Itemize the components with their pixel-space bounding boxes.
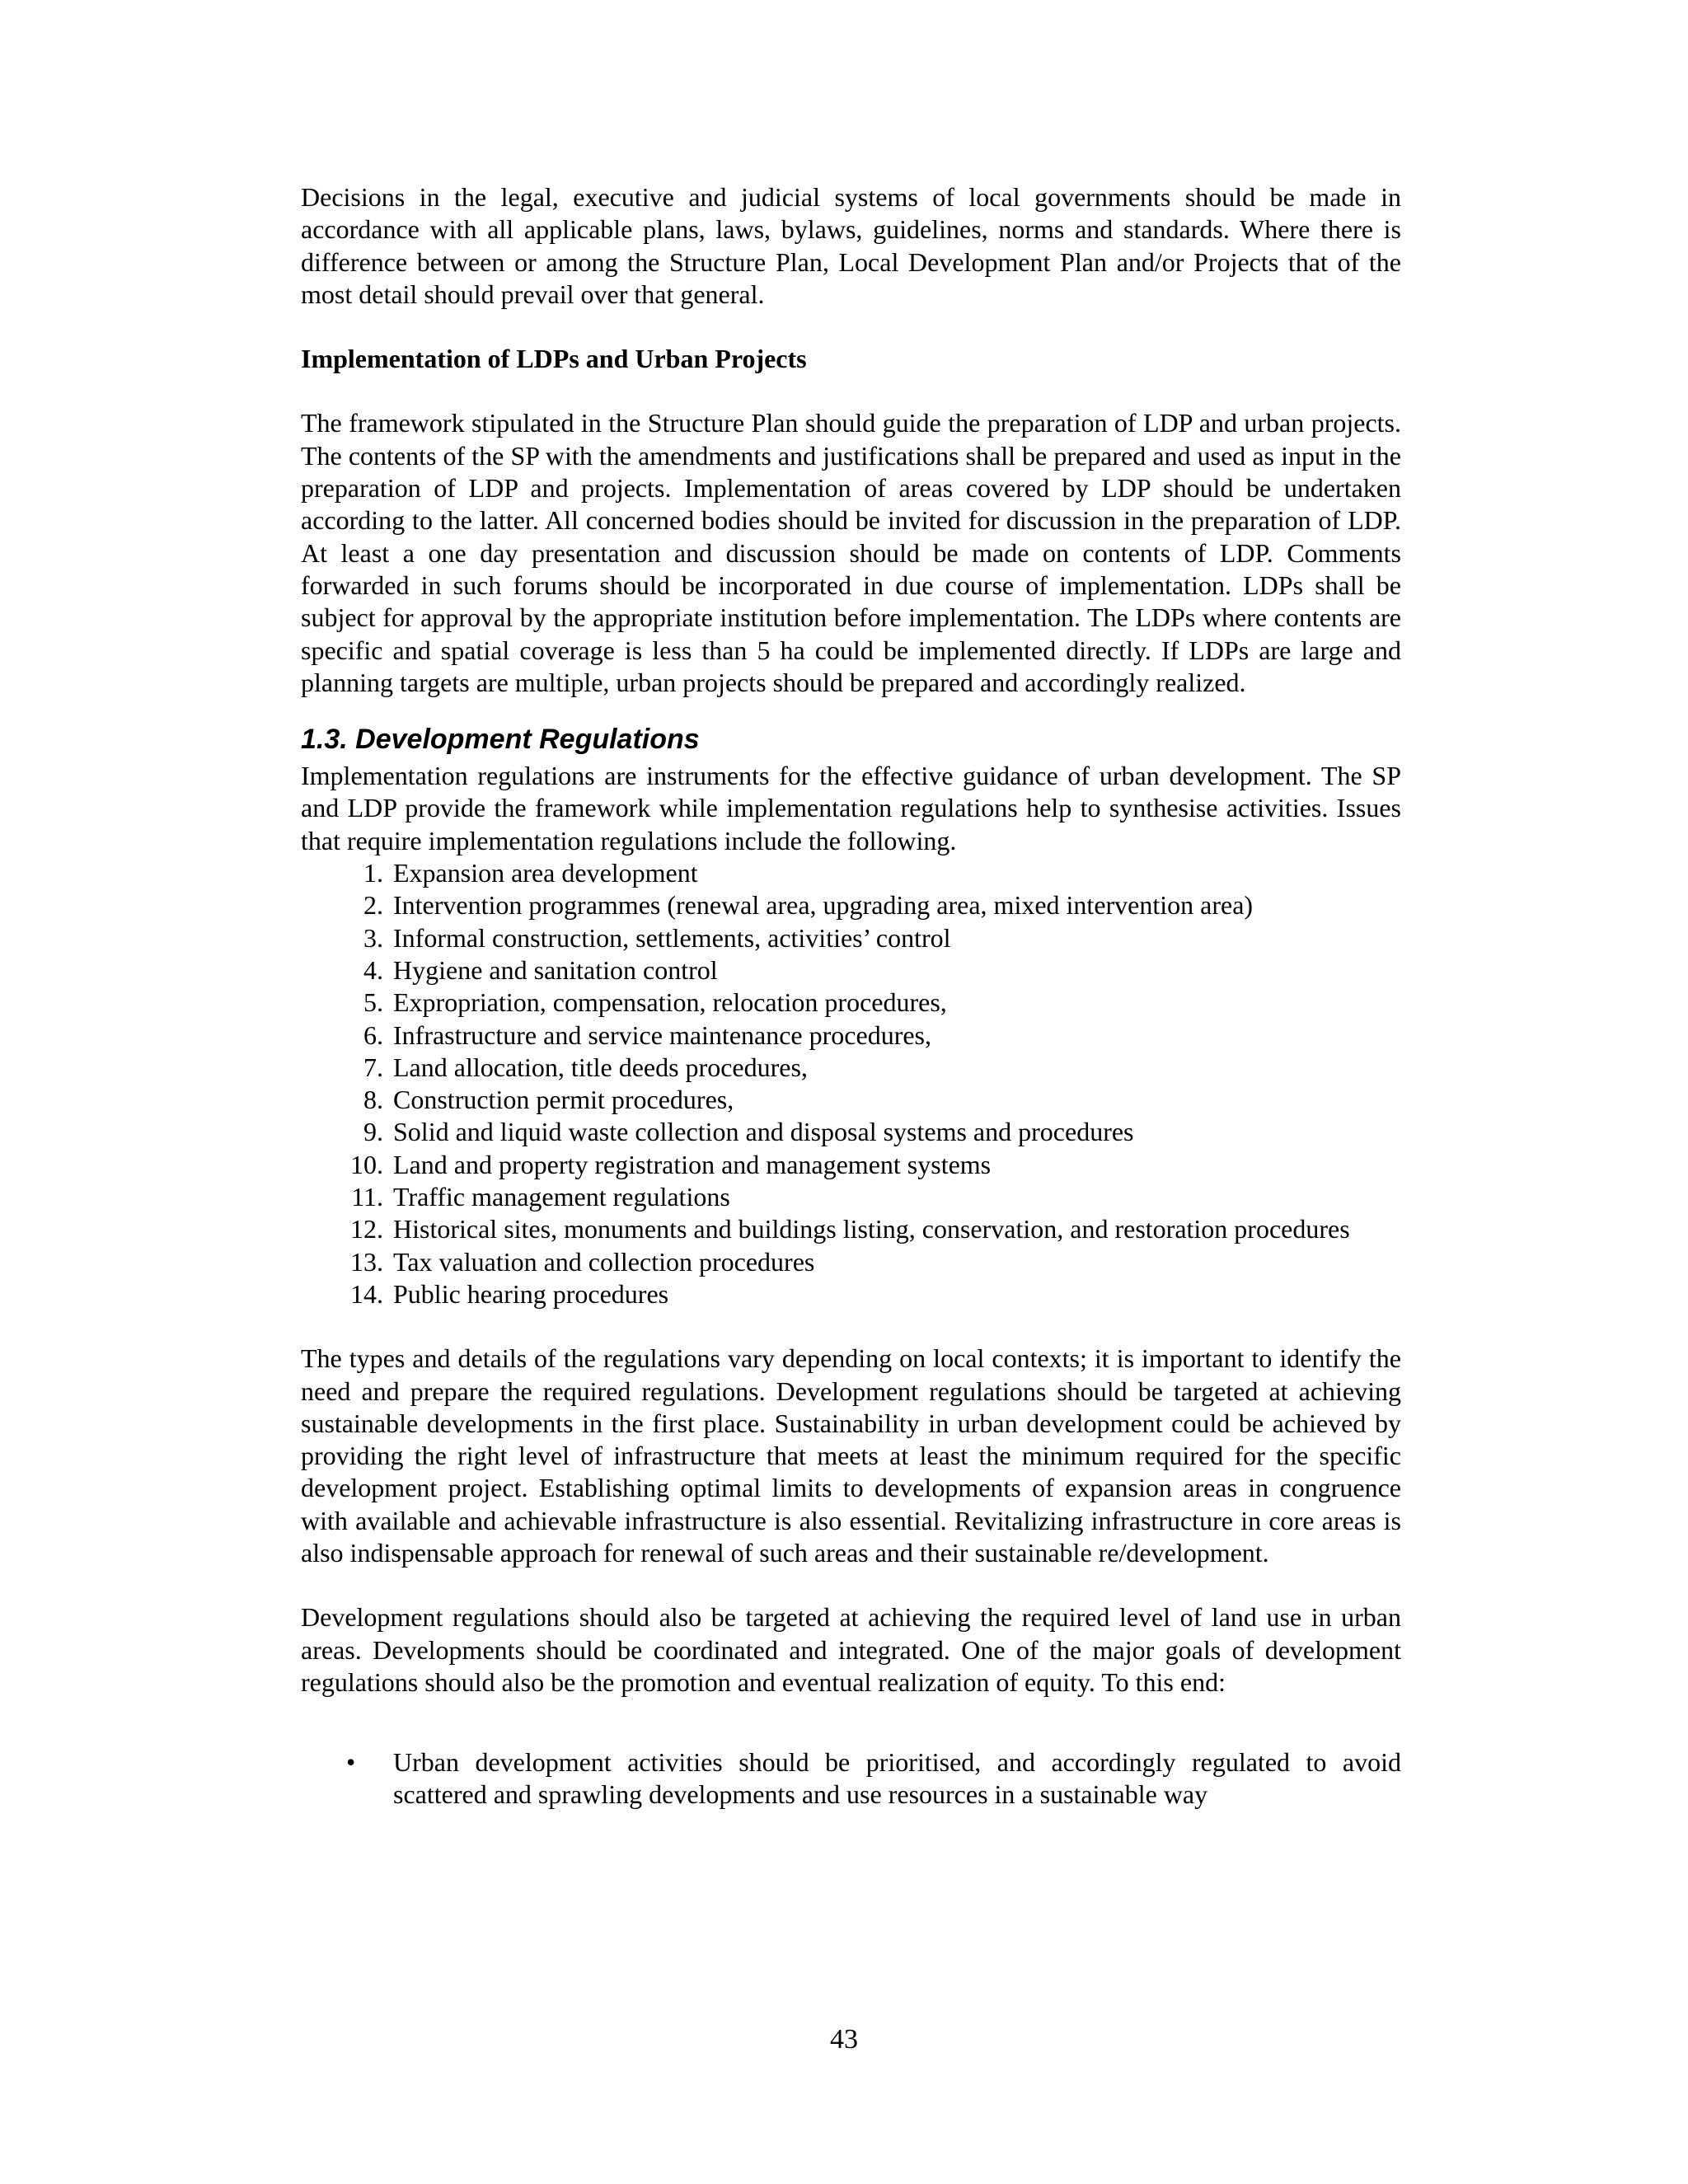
list-item-number: 7. xyxy=(363,1052,383,1082)
page-number: 43 xyxy=(830,2024,858,2055)
regulations-list xyxy=(301,857,1401,1310)
list-item xyxy=(301,889,1401,921)
document-page xyxy=(301,181,1401,1811)
bullet-icon: • xyxy=(346,1747,356,1778)
list-item-number: 14. xyxy=(350,1278,383,1309)
list-item-text: Infrastructure and service maintenance procedures, xyxy=(393,1019,931,1050)
bullet-text: Urban development activities should be prioritised, and accordingly regulated to avoid scattered and sprawling developments and use resources in a sustainable way xyxy=(393,1747,1401,1810)
list-item-number: 9. xyxy=(363,1117,383,1147)
list-item-number: 4. xyxy=(363,954,383,985)
implementation-paragraph: The framework stipulated in the Structure Plan should guide the preparation of LDP and urban projects. The contents of the SP with the amendments and justifications shall be prepared and used as input in the preparation of LDP and projects. Implementation of areas covered by LDP should be undertaken according to the latter. All concerned bodies should be invited for discussion in the preparation of LDP. At least a one day presentation and discussion should be made on contents of LDP. Comments forwarded in such forums should be incorporated in due course of implementation. LDPs shall be subject for approval by the appropriate institution before implementation. The LDPs where contents are specific and spatial coverage is less than 5 ha could be implemented directly. If LDPs are large and planning targets are multiple, urban projects should be prepared and accordingly realized. xyxy=(301,408,1401,697)
list-item-number: 11. xyxy=(351,1182,383,1212)
list-item xyxy=(301,1084,1401,1116)
list-item xyxy=(301,954,1401,987)
list-item-number: 5. xyxy=(363,987,383,1018)
bullet-list xyxy=(301,1746,1401,1811)
list-item xyxy=(301,1181,1401,1213)
list-item-text: Hygiene and sanitation control xyxy=(393,954,718,985)
list-item-number: 12. xyxy=(350,1214,383,1244)
list-item-number: 1. xyxy=(363,858,383,888)
intro-paragraph: Decisions in the legal, executive and judicial systems of local governments should be made in accordance with all applicable plans, laws, bylaws, guidelines, norms and standards. Where there is difference between or among the Structure Plan, Local Development Plan and/or Projects that of the most detail should prevail over that general. xyxy=(301,182,1401,309)
equity-paragraph: Development regulations should also be targeted at achieving the required level of land use in urban areas. Developments should be coordinated and integrated. One of the major goals of development regulations should also be the promotion and eventual realization of equity. To this end: xyxy=(301,1602,1401,1697)
list-item xyxy=(301,1116,1401,1148)
list-item-text: Expropriation, compensation, relocation procedures, xyxy=(393,987,947,1018)
list-item xyxy=(301,1278,1401,1310)
list-item-text: Traffic management regulations xyxy=(393,1182,730,1212)
list-item xyxy=(301,857,1401,889)
list-item xyxy=(301,1246,1401,1278)
list-item-text: Construction permit procedures, xyxy=(393,1085,734,1115)
bullet-item xyxy=(301,1746,1401,1811)
list-item-text: Tax valuation and collection procedures xyxy=(393,1246,815,1277)
implementation-heading: Implementation of LDPs and Urban Projects xyxy=(301,344,807,374)
list-item-number: 6. xyxy=(363,1019,383,1050)
list-item-text: Solid and liquid waste collection and disposal systems and procedures xyxy=(393,1117,1134,1147)
list-item-number: 13. xyxy=(350,1246,383,1277)
list-item xyxy=(301,1149,1401,1181)
list-item-text: Land allocation, title deeds procedures, xyxy=(393,1052,808,1082)
list-item-text: Land and property registration and management systems xyxy=(393,1149,992,1179)
list-item-number: 10. xyxy=(350,1149,383,1179)
list-item xyxy=(301,1019,1401,1052)
list-item-number: 2. xyxy=(363,890,383,921)
list-item-text: Intervention programmes (renewal area, upgrading area, mixed intervention area) xyxy=(393,890,1254,921)
list-item-text: Historical sites, monuments and buildings listing, conservation, and restoration procedures xyxy=(393,1214,1350,1244)
section-intro-paragraph: Implementation regulations are instruments for the effective guidance of urban development. The SP and LDP provide the framework while implementation regulations help to synthesise activities. Issues that require implementation regulations include the following. xyxy=(301,761,1401,855)
list-item-number: 3. xyxy=(363,922,383,953)
list-item-number: 8. xyxy=(363,1085,383,1115)
list-item xyxy=(301,987,1401,1019)
list-item xyxy=(301,1052,1401,1084)
section-heading: 1.3. Development Regulations xyxy=(301,724,700,756)
list-item-text: Informal construction, settlements, activities’ control xyxy=(393,922,951,953)
list-item xyxy=(301,1213,1401,1245)
list-item-text: Public hearing procedures xyxy=(393,1278,669,1309)
regulations-paragraph: The types and details of the regulations vary depending on local contexts; it is important to identify the need and prepare the required regulations. Development regulations should be targeted at achieving sustainable developments in the first place. Sustainability in urban development could be achieved by providing the right level of infrastructure that meets at least the minimum required for the specific development project. Establishing optimal limits to developments of expansion areas in congruence with available and achievable infrastructure is also essential. Revitalizing infrastructure in core areas is also indispensable approach for renewal of such areas and their sustainable re/development. xyxy=(301,1343,1401,1568)
list-item xyxy=(301,922,1401,954)
list-item-text: Expansion area development xyxy=(393,858,698,888)
